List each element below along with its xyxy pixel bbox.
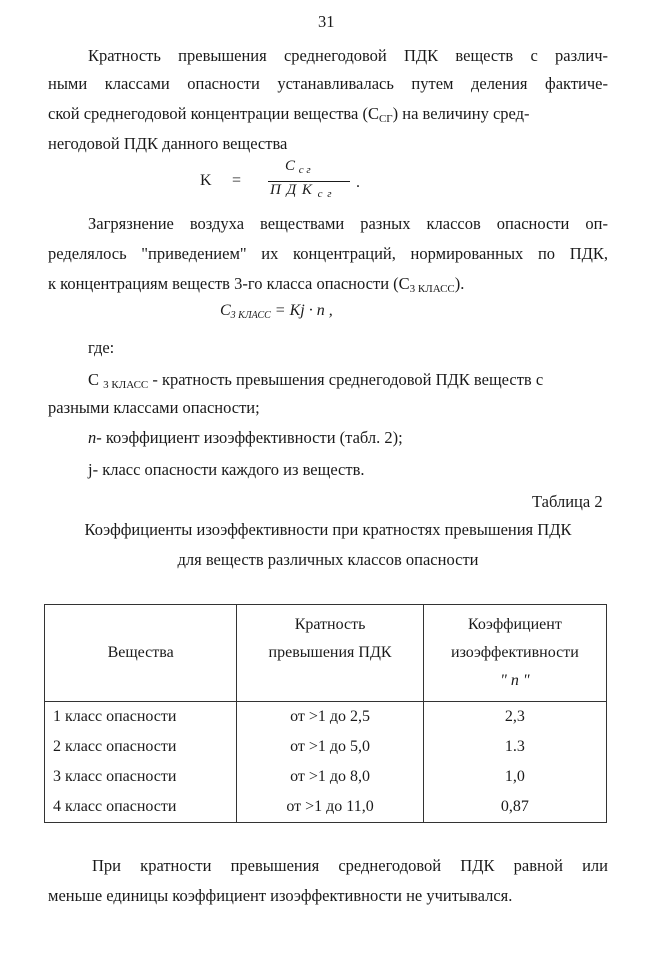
- table-row: [45, 792, 607, 823]
- para2-line2: ределялось "приведением" их концентраций, нормированных по ПДК,: [48, 244, 608, 263]
- coefficients-table: [44, 604, 607, 823]
- formula1-eq: =: [232, 172, 242, 189]
- def3: j- класс опасности каждого из веществ.: [88, 460, 365, 479]
- cell-substance: 4 класс опасности: [45, 792, 237, 823]
- header-coefficient: Коэффициент изоэффективности " n ": [423, 605, 606, 702]
- formula1-denominator: П Д К $_{с г}$: [270, 182, 333, 200]
- cell-ratio: от >1 до 5,0: [237, 732, 424, 762]
- cell-coef: 1,0: [423, 762, 606, 792]
- where-label: где:: [88, 338, 115, 357]
- para3-line1: При кратности превышения среднегодовой ПДК равной или: [92, 856, 608, 875]
- cell-substance: 3 класс опасности: [45, 762, 237, 792]
- cell-ratio: от >1 до 11,0: [237, 792, 424, 823]
- para2-line1: Загрязнение воздуха веществами разных классов опасности оп-: [88, 214, 608, 233]
- def2: n- коэффициент изоэффективности (табл. 2);: [88, 428, 403, 447]
- formula1-numerator: C $_{с г}$: [285, 158, 311, 176]
- def1-line1: С $_{3 КЛАСС}$ - кратность превышения среднегодовой ПДК веществ с: [88, 370, 544, 391]
- header-ratio: Кратность превышения ПДК: [237, 605, 424, 702]
- def1-line2: разными классами опасности;: [48, 398, 260, 417]
- cell-substance: 2 класс опасности: [45, 732, 237, 762]
- para1-line2: ными классами опасности устанавливалась путем деления фактиче-: [48, 74, 608, 93]
- cell-coef: 0,87: [423, 792, 606, 823]
- para1-line3: [48, 104, 608, 125]
- table-row: [45, 702, 607, 733]
- para3-line2: меньше единицы коэффициент изоэффективности не учитывался.: [48, 886, 513, 905]
- cell-ratio: от >1 до 2,5: [237, 702, 424, 733]
- table-header-row: [45, 605, 607, 702]
- page-number: 31: [318, 12, 335, 31]
- para2-line3: к концентрациям веществ 3-го класса опасности $(С_{3 КЛАСС})$.: [48, 274, 465, 295]
- para1-line4: негодовой ПДК данного вещества: [48, 134, 288, 153]
- cell-ratio: от >1 до 8,0: [237, 762, 424, 792]
- formula2: $C_{3 КЛАСС} = Kj \cdot n$ ,: [220, 302, 333, 321]
- table-title-line1: Коэффициенты изоэффективности при кратностях превышения ПДК: [84, 520, 572, 539]
- header-substances: Вещества: [45, 605, 237, 702]
- formula1-period: .: [356, 174, 360, 191]
- table-label: Таблица 2: [532, 492, 603, 511]
- table-row: [45, 732, 607, 762]
- formula1-lhs: K: [200, 172, 212, 189]
- cell-coef: 1.3: [423, 732, 606, 762]
- para1-line3-start: ской среднегодовой концентрации вещества $(С_{СГ})$ на величину сред-: [48, 104, 530, 125]
- para1-line1: Кратность превышения среднегодовой ПДК веществ с различ-: [88, 46, 608, 65]
- table-title-line2: для веществ различных классов опасности: [177, 550, 479, 569]
- cell-coef: 2,3: [423, 702, 606, 733]
- table-row: [45, 762, 607, 792]
- cell-substance: 1 класс опасности: [45, 702, 237, 733]
